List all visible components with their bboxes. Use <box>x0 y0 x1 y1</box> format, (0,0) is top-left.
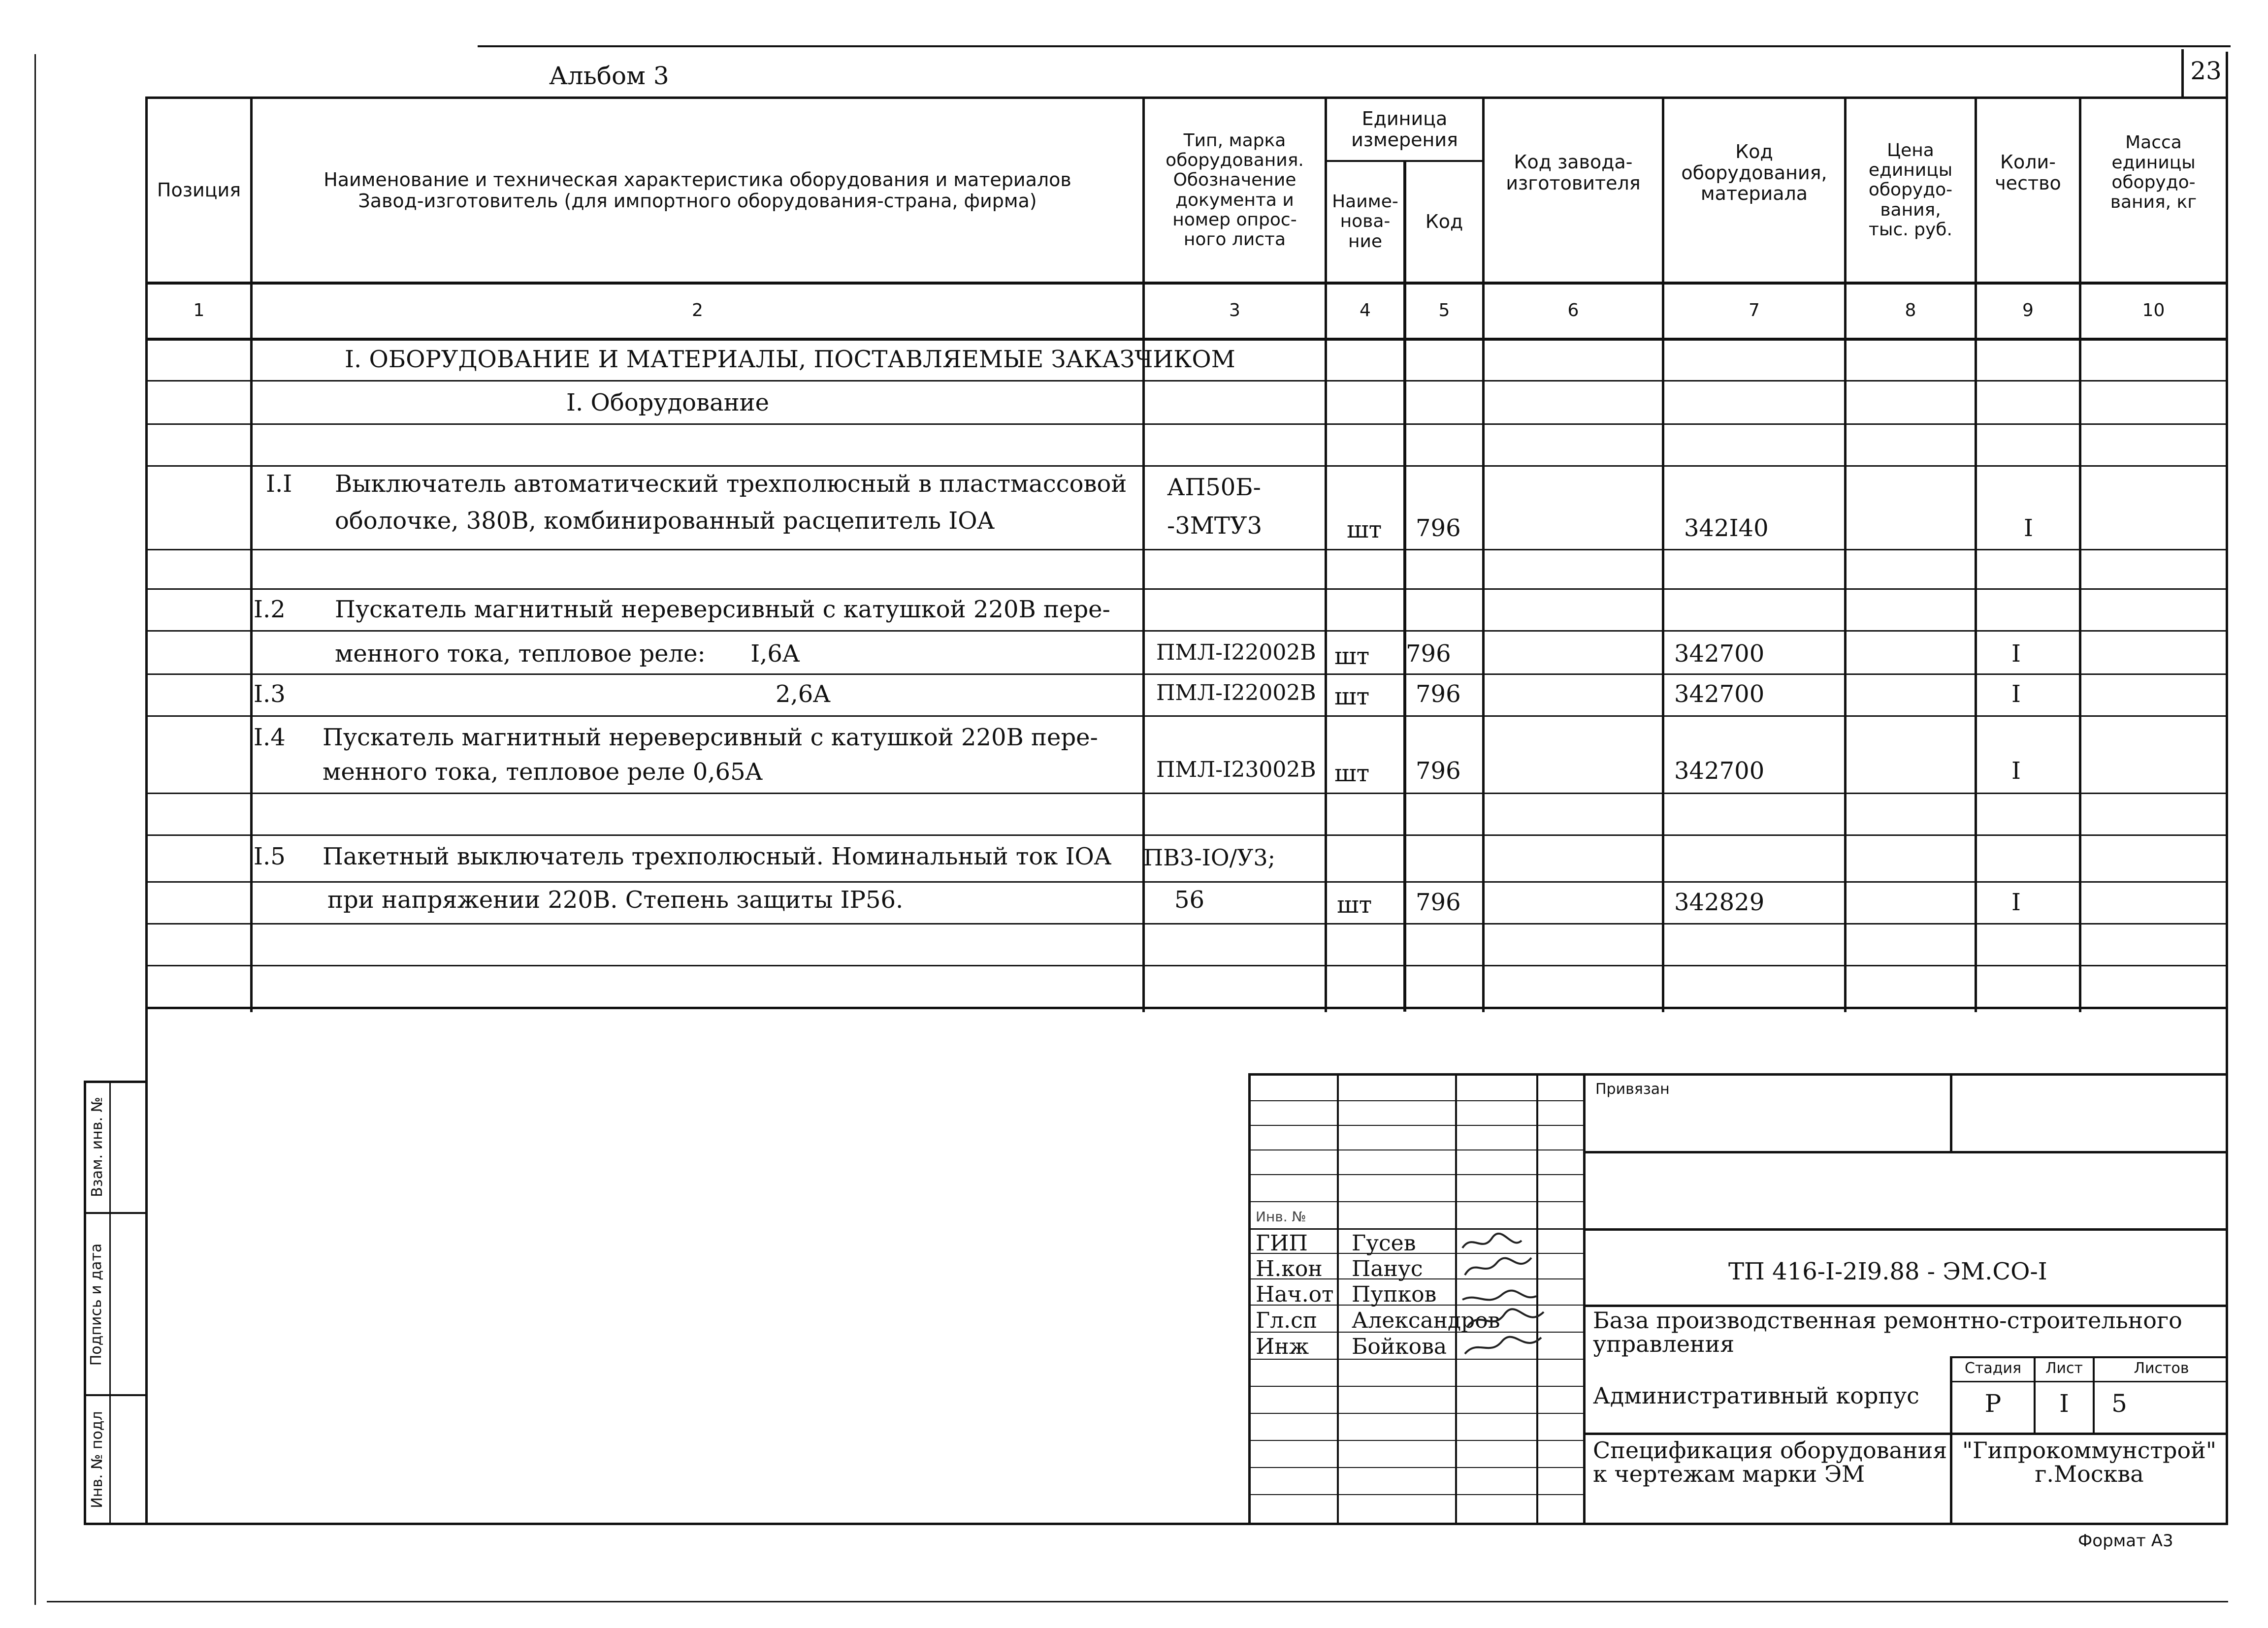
row-name: Выключатель автоматический трехполюсный в пластмассовой <box>335 470 1127 498</box>
role-n-kon: Н.кон <box>1256 1256 1323 1281</box>
signature-boykova <box>1465 1337 1541 1354</box>
row-unit: шт <box>1334 683 1370 710</box>
row-position: I.2 <box>254 596 286 623</box>
spec-title: Спецификация оборудования к чертежам марки ЭМ <box>1593 1437 1947 1488</box>
inv-no-label: Инв. № <box>1256 1209 1306 1225</box>
tb-row <box>1248 1174 1586 1175</box>
side-label-inv-podl: Инв. № подл <box>89 1411 106 1508</box>
stage-value: Р <box>1984 1389 2002 1418</box>
row-code: 796 <box>1416 680 1461 708</box>
side-stamp-left <box>84 1081 86 1525</box>
side-label-vzam-inv: Взам. инв. № <box>89 1097 106 1197</box>
row-type: ПМЛ-I23002B <box>1156 757 1316 782</box>
tb-left <box>1248 1073 1251 1525</box>
row-line-1 <box>145 380 2226 382</box>
name-aleksandrov: Александров <box>1352 1308 1500 1333</box>
section-title: I. ОБОРУДОВАНИЕ И МАТЕРИАЛЫ, ПОСТАВЛЯЕМЫЕ ЗАКАЗЧИКОМ <box>345 346 1235 373</box>
header-unit-name: Наиме- нова- ние <box>1332 192 1398 252</box>
row-quantity: I <box>2011 889 2021 916</box>
row-position: I.3 <box>254 680 286 708</box>
row-position: I.I <box>266 470 292 498</box>
tb-right-row-2 <box>1583 1228 2228 1231</box>
row-position: I.4 <box>254 724 286 751</box>
tb-col-b <box>1455 1073 1457 1525</box>
row-code: 796 <box>1406 640 1451 668</box>
row-name: Пускатель магнитный нереверсивный с катушкой 220В пере- <box>323 724 1098 751</box>
col-number-8: 8 <box>1905 300 1916 320</box>
tb-row <box>1248 1149 1586 1150</box>
row-line-14 <box>145 1007 2226 1009</box>
side-label-signature-date: Подпись и дата <box>88 1243 105 1366</box>
row-quantity: I <box>2011 757 2021 785</box>
row-line-12 <box>145 923 2226 925</box>
frame-top-line <box>478 45 2231 47</box>
signature-pupkov <box>1462 1291 1536 1300</box>
stage-label: Стадия <box>1964 1360 2022 1377</box>
row-quantity: I <box>2024 514 2033 542</box>
col-number-7: 7 <box>1749 300 1760 320</box>
name-gusev: Гусев <box>1352 1231 1416 1256</box>
row-name: 2,6A <box>776 680 830 708</box>
tb-row <box>1248 1100 1586 1101</box>
row-type: ПМЛ-I22002B <box>1156 640 1316 665</box>
tb-row <box>1248 1386 1586 1387</box>
header-material-code: Код оборудования, материала <box>1681 141 1827 205</box>
project-title: База производственная ремонтно-строительного управления <box>1593 1307 2182 1358</box>
subsection-title: I. Оборудование <box>566 389 770 416</box>
page-number: 23 <box>2190 57 2222 85</box>
numbers-bottom-line <box>145 338 2226 341</box>
row-line-3 <box>145 465 2226 467</box>
tb-stage-labels-bottom <box>1950 1381 2228 1382</box>
row-code: 796 <box>1416 889 1461 916</box>
row-name: Пакетный выключатель трехполюсный. Номинальный ток IOA <box>323 843 1111 870</box>
frame-inner-bottom <box>84 1523 2228 1525</box>
sheet-value: I <box>2059 1389 2069 1418</box>
row-line-13 <box>145 965 2226 966</box>
row-type: 56 <box>1174 886 1205 914</box>
row-name: менного тока, тепловое реле 0,65A <box>323 758 763 786</box>
frame-left-outer <box>34 54 36 1605</box>
tb-right-row-1 <box>1583 1151 2228 1153</box>
col-number-6: 6 <box>1567 300 1579 320</box>
row-type: -3МТУ3 <box>1167 512 1263 540</box>
tb-privyazan-div <box>1950 1073 1952 1152</box>
header-type: Тип, марка оборудования. Обозначение документа и номер опрос- ного листа <box>1166 130 1304 250</box>
row-quantity: I <box>2011 640 2021 668</box>
header-quantity: Коли- чество <box>1995 151 2061 194</box>
row-unit: шт <box>1334 642 1370 670</box>
side-stamp-mid <box>109 1081 111 1525</box>
row-position: I.5 <box>254 843 286 870</box>
row-material-code: 342700 <box>1674 757 1765 785</box>
signature-panus <box>1465 1258 1531 1275</box>
row-material-code: 342700 <box>1674 640 1765 668</box>
row-line-4 <box>145 549 2226 550</box>
sheets-value: 5 <box>2111 1389 2127 1418</box>
header-mass: Масса единицы оборудо- вания, кг <box>2110 132 2197 213</box>
row-line-2 <box>145 423 2226 425</box>
header-factory-code: Код завода- изготовителя <box>1506 151 1641 194</box>
document-code: ТП 416-I-2I9.88 - ЭМ.СО-I <box>1728 1258 2047 1285</box>
row-name: менного тока, тепловое реле: I,6A <box>335 640 800 668</box>
header-name: Наименование и техническая характеристика оборудования и материалов Завод-изготовитель (для импортного оборудования-страна, фирма) <box>324 168 1071 212</box>
row-unit: шт <box>1337 891 1372 919</box>
header-price: Цена единицы оборудо- вания, тыс. руб. <box>1868 140 1953 240</box>
header-bottom-line <box>145 282 2226 285</box>
col-line-4 <box>1403 160 1406 1012</box>
frame-bottom-outer <box>47 1601 2228 1602</box>
sheet-label: Лист <box>2045 1360 2083 1377</box>
col-number-2: 2 <box>692 300 703 320</box>
signature-gusev <box>1462 1234 1522 1248</box>
row-type: ПМЛ-I22002B <box>1156 680 1316 705</box>
row-line-11 <box>145 881 2226 883</box>
row-name: оболочке, 380В, комбинированный расцепитель IOA <box>335 507 995 535</box>
header-unit-code: Код <box>1425 211 1463 233</box>
header-position: Позиция <box>157 179 241 201</box>
format-label: Формат А3 <box>2078 1531 2173 1551</box>
row-line-8 <box>145 715 2226 717</box>
col-number-1: 1 <box>193 300 205 320</box>
row-material-code: 342I40 <box>1684 514 1769 542</box>
col-number-9: 9 <box>2022 300 2034 320</box>
role-gip: ГИП <box>1256 1231 1308 1256</box>
header-unit: Единица измерения <box>1351 108 1458 151</box>
album-label: Альбом 3 <box>549 62 669 90</box>
tb-top <box>1248 1073 2228 1076</box>
sheets-label: Листов <box>2134 1360 2189 1377</box>
tb-col-d <box>1583 1073 1586 1525</box>
role-nach-ot: Нач.от <box>1256 1282 1334 1307</box>
row-name: Пускатель магнитный нереверсивный с катушкой 220В пере- <box>335 596 1110 623</box>
frame-right-line <box>2226 52 2228 1524</box>
row-type: ПВ3-IO/У3; <box>1143 844 1276 871</box>
col-number-4: 4 <box>1360 300 1371 320</box>
col-number-3: 3 <box>1229 300 1240 320</box>
row-material-code: 342829 <box>1674 889 1765 916</box>
row-code: 796 <box>1416 757 1461 785</box>
name-panus: Панус <box>1352 1256 1423 1281</box>
side-stamp-div-2 <box>84 1394 148 1396</box>
col-number-10: 10 <box>2142 300 2165 320</box>
tb-row <box>1248 1413 1586 1414</box>
role-gl-sp: Гл.сп <box>1256 1308 1318 1333</box>
col-number-5: 5 <box>1438 300 1450 320</box>
row-name: при напряжении 220В. Степень защиты IP56. <box>327 886 904 914</box>
row-material-code: 342700 <box>1674 680 1765 708</box>
row-code: 796 <box>1416 514 1461 542</box>
row-unit: шт <box>1334 760 1370 787</box>
signature-aleksandrov <box>1467 1309 1544 1327</box>
tb-row <box>1248 1440 1586 1441</box>
tb-col-a <box>1337 1073 1339 1525</box>
row-unit: шт <box>1347 516 1382 543</box>
tb-stage-top <box>1950 1356 2228 1358</box>
tb-right-row-4 <box>1583 1433 2228 1435</box>
role-inzh: Инж <box>1256 1334 1309 1359</box>
row-type: АП50Б- <box>1167 474 1261 501</box>
privyazan-label: Привязан <box>1595 1081 1670 1098</box>
row-line-6 <box>145 630 2226 632</box>
row-line-5 <box>145 588 2226 590</box>
tb-row <box>1248 1494 1586 1495</box>
row-line-9 <box>145 793 2226 794</box>
building-name: Административный корпус <box>1593 1382 1919 1409</box>
name-pupkov: Пупков <box>1352 1282 1437 1307</box>
signatures <box>1458 1228 1576 1361</box>
row-line-7 <box>145 673 2226 675</box>
tb-row <box>1248 1125 1586 1126</box>
row-line-10 <box>145 834 2226 836</box>
tb-row <box>1248 1201 1586 1202</box>
row-quantity: I <box>2011 680 2021 708</box>
organization: "Гипрокоммунстрой" г.Москва <box>1962 1437 2216 1488</box>
tb-row <box>1248 1467 1586 1468</box>
name-boykova: Бойкова <box>1352 1334 1447 1359</box>
